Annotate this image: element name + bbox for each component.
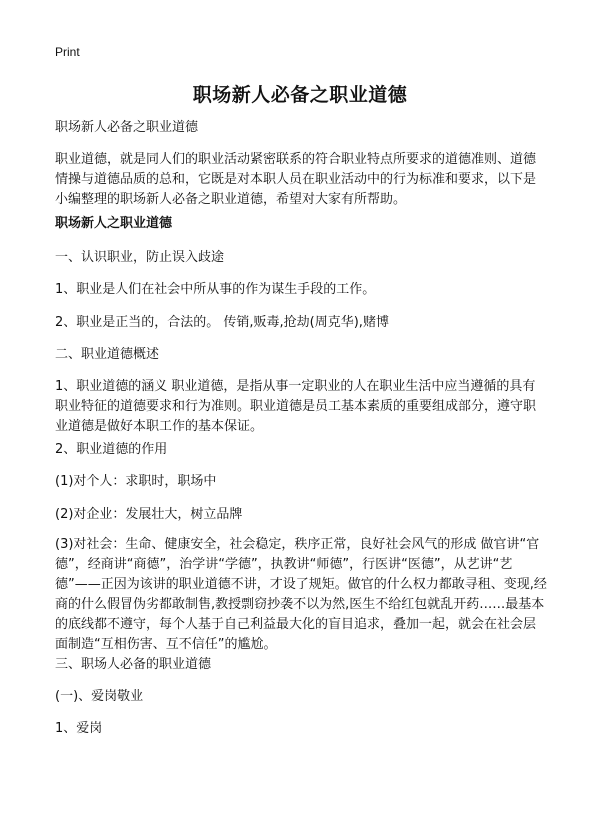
item-2: 2、职业是正当的，合法的。 传销,贩毒,抢劫(周克华),赌博 — [55, 315, 389, 330]
heading-one: 一、认识职业，防止误入歧途 — [55, 250, 225, 265]
role-society: (3)对社会：生命、健康安全，社会稳定，秩序正常，良好社会风气的形成 做官讲“官德”，经商讲“商德”，治学讲“学德”，执教讲“师德”，行医讲“医德”，从艺讲“艺德”——正因为该讲的职业道德不讲，才设了规矩。做官的什么权力都敢寻租、变现,经商的什么假冒伪劣都敢制售,教授剽窃抄袭不以为然,医生不给红包就乱开药……最基本的底线都不遵守，每个人基于自己利益最大化的盲目追求，叠加一起，就会在社会层面制造“互相伤害、互不信任”的尴尬。 — [55, 537, 547, 652]
item-1: 1、职业是人们在社会中所从事的作为谋生手段的工作。 — [55, 282, 376, 297]
page-title: 职场新人必备之职业道德 — [192, 84, 408, 106]
heading-two: 二、职业道德概述 — [55, 347, 160, 362]
role-heading: 2、职业道德的作用 — [55, 442, 168, 457]
subheading-love-job: (一)、爱岗敬业 — [55, 689, 144, 704]
role-individual: (1)对个人：求职时，职场中 — [55, 474, 217, 489]
intro-paragraph: 职业道德，就是同人们的职业活动紧密联系的符合职业特点所要求的道德准则、道德情操与道德品质的总和，它既是对本职人员在职业活动中的行为标准和要求，以下是小编整理的职场新人必备之职业道德，希望对大家有所帮助。 — [55, 152, 537, 207]
section-heading: 职场新人之职业道德 — [55, 216, 173, 231]
role-enterprise: (2)对企业：发展壮大，树立品牌 — [55, 507, 243, 522]
subtitle-paragraph: 职场新人必备之职业道德 — [55, 120, 199, 135]
heading-three: 三、职场人必备的职业道德 — [55, 657, 212, 672]
print-label[interactable]: Print — [55, 45, 80, 59]
definition-paragraph: 1、职业道德的涵义 职业道德，是指从事一定职业的人在职业生活中应当遵循的具有职业特征的道德要求和行为准则。职业道德是员工基本素质的重要组成部分，遵守职业道德是做好本职工作的基本保证。 — [55, 379, 537, 434]
item-love-job: 1、爱岗 — [55, 721, 103, 736]
